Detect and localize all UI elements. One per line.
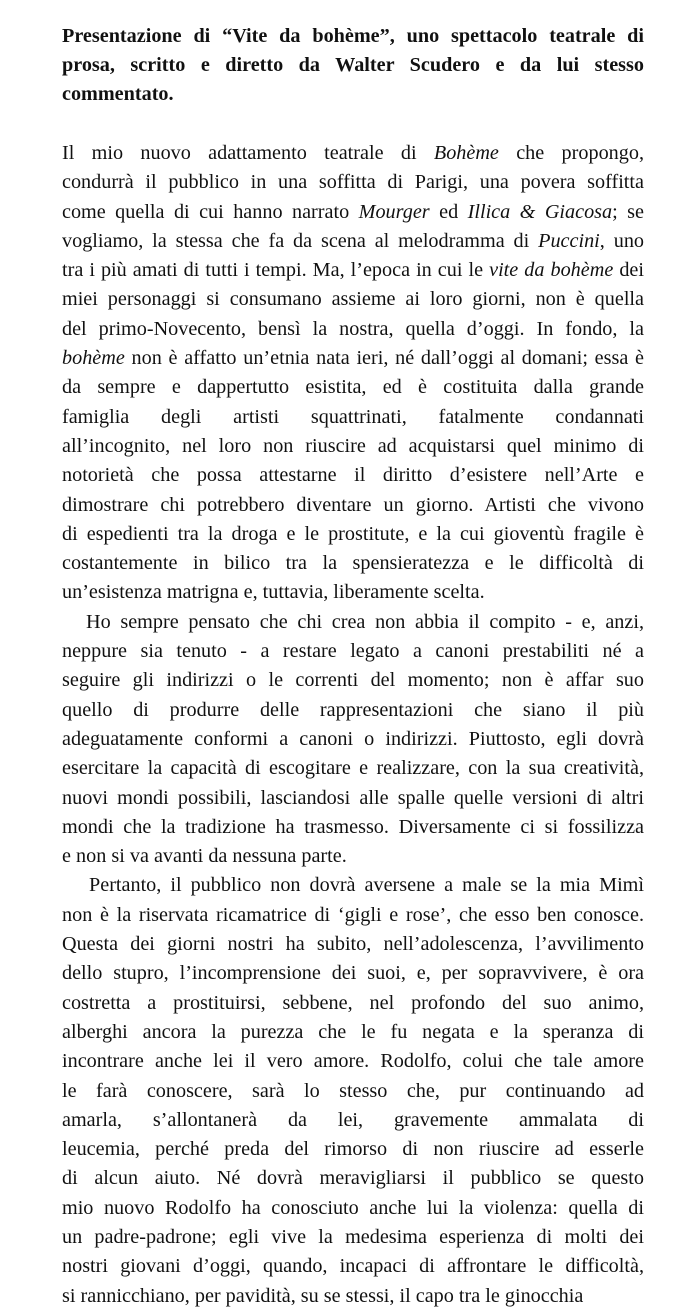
paragraph-line: costantemente in bilico tra la spensieratezza e le difficoltà di bbox=[62, 552, 644, 575]
paragraph-line: adeguatamente conformi a canoni o indirizzi. Piuttosto, egli dovrà bbox=[62, 727, 644, 750]
paragraph-line: mondi che la tradizione ha trasmesso. Diversamente ci si fossilizza bbox=[62, 815, 644, 838]
paragraph-line: alberghi ancora la purezza che le fu negata e la speranza di bbox=[62, 1020, 644, 1043]
paragraph-line: un padre-padrone; egli vive la medesima esperienza di molti dei bbox=[62, 1225, 644, 1248]
italic-title: bohème bbox=[62, 347, 125, 370]
document-heading bbox=[62, 22, 644, 109]
paragraph-characters bbox=[62, 871, 644, 1310]
paragraph-creativity bbox=[62, 608, 644, 872]
paragraph-line: da sempre e dappertutto esistita, ed è costituita dalla grande bbox=[62, 376, 644, 399]
paragraph-line: nostri giovani d’oggi, quando, incapaci di affrontare le difficoltà, bbox=[62, 1255, 644, 1278]
paragraph-line: neppure sia tenuto - a restare legato a canoni prestabiliti né a bbox=[62, 640, 644, 663]
paragraph-line: seguire gli indirizzi o le correnti del momento; non è affar suo bbox=[62, 669, 644, 692]
paragraph-line: leucemia, perché preda del rimorso di non riuscire ad esserle bbox=[62, 1138, 644, 1161]
paragraph-line: Pertanto, il pubblico non dovrà aversene a male se la mia Mimì bbox=[89, 874, 644, 897]
paragraph-line: costretta a prostituirsi, sebbene, nel profondo del suo animo, bbox=[62, 991, 644, 1014]
italic-title: Mourger bbox=[358, 200, 430, 223]
paragraph-line: di espedienti tra la droga e le prostitute, e la cui gioventù fragile è bbox=[62, 522, 644, 545]
italic-title: Illica & Giacosa bbox=[467, 200, 613, 223]
italic-title: vite da bohème bbox=[489, 259, 614, 282]
paragraph-line: come quella di cui hanno narrato Mourger ed Illica & Giacosa; se bbox=[62, 200, 644, 223]
heading-line: prosa, scritto e diretto da Walter Scudero e da lui stesso bbox=[62, 54, 644, 76]
paragraph-line: condurrà il pubblico in una soffitta di Parigi, una povera soffitta bbox=[62, 171, 644, 194]
paragraph-line: si rannicchiano, per pavidità, su se stessi, il capo tra le ginocchia bbox=[62, 1284, 584, 1307]
paragraph-line: nuovi mondi possibili, lasciandosi alle spalle quelle versioni di altri bbox=[62, 786, 644, 809]
paragraph-line: bohème non è affatto un’etnia nata ieri, né dall’oggi al domani; essa è bbox=[62, 347, 644, 370]
paragraph-line: dimostrare chi potrebbero diventare un giorno. Artisti che vivono bbox=[62, 493, 644, 516]
paragraph-line: le farà conoscere, sarà lo stesso che, pur continuando ad bbox=[62, 1079, 644, 1102]
paragraph-line: all’incognito, nel loro non riuscire ad acquistarsi quel minimo di bbox=[62, 434, 644, 457]
paragraph-line: Il mio nuovo adattamento teatrale di Bohème che propongo, bbox=[62, 142, 644, 164]
paragraph-line: mio nuovo Rodolfo ha conosciuto anche lui la violenza: quella di bbox=[62, 1196, 644, 1219]
paragraph-line: quello di produrre delle rappresentazioni che siano il più bbox=[62, 698, 644, 721]
paragraph-line: vogliamo, la stessa che fa da scena al melodramma di Puccini, uno bbox=[62, 229, 644, 252]
italic-title: Puccini bbox=[538, 229, 600, 252]
paragraph-intro bbox=[62, 139, 644, 608]
paragraph-line: miei personaggi si consumano assieme ai loro giorni, non è quella bbox=[62, 288, 644, 311]
paragraph-line: del primo-Novecento, bensì la nostra, quella d’oggi. In fondo, la bbox=[62, 317, 644, 340]
paragraph-line: di alcun aiuto. Né dovrà meravigliarsi il pubblico se questo bbox=[62, 1167, 644, 1190]
paragraph-line: esercitare la capacità di escogitare e realizzare, con la sua creatività, bbox=[62, 757, 644, 780]
heading-line: Presentazione di “Vite da bohème”, uno spettacolo teatrale di bbox=[62, 25, 644, 47]
paragraph-line: non è la riservata ricamatrice di ‘gigli e rose’, che esso ben conosce. bbox=[62, 903, 644, 926]
paragraph-line: incontrare anche lei il vero amore. Rodolfo, colui che tale amore bbox=[62, 1050, 644, 1073]
paragraph-line: un’esistenza matrigna e, tuttavia, liberamente scelta. bbox=[62, 581, 485, 604]
paragraph-line: Ho sempre pensato che chi crea non abbia il compito - e, anzi, bbox=[86, 610, 644, 633]
paragraph-line: amarla, s’allontanerà da lei, gravemente ammalata di bbox=[62, 1108, 644, 1131]
paragraph-line: notorietà che possa attestarne il diritto d’esistere nell’Arte e bbox=[62, 464, 644, 487]
heading-line: commentato. bbox=[62, 83, 174, 105]
paragraph-line: Questa dei giorni nostri ha subito, nell’adolescenza, l’avvilimento bbox=[62, 933, 644, 956]
italic-title: Bohème bbox=[433, 142, 499, 164]
paragraph-line: tra i più amati di tutti i tempi. Ma, l’epoca in cui le vite da bohème dei bbox=[62, 259, 644, 282]
paragraph-line: e non si va avanti da nessuna parte. bbox=[62, 845, 347, 868]
paragraph-line: famiglia degli artisti squattrinati, fatalmente condannati bbox=[62, 405, 644, 428]
paragraph-line: dello stupro, l’incomprensione dei suoi, e, per sopravvivere, è ora bbox=[62, 962, 644, 985]
